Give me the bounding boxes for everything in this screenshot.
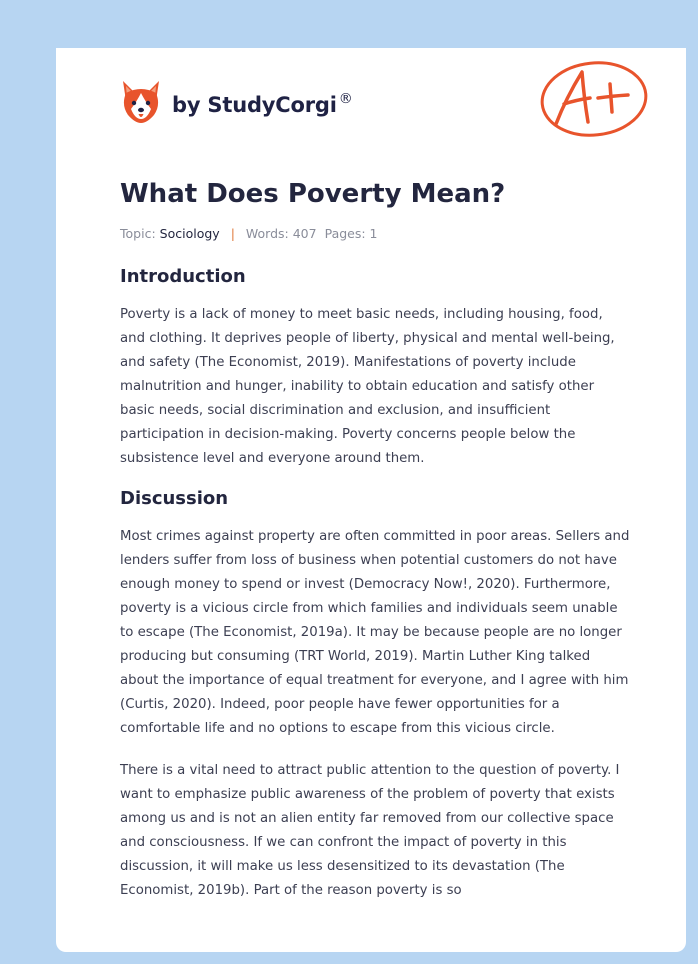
section-heading-introduction: Introduction [120,266,246,287]
meta-separator: | [230,226,235,241]
article [120,176,630,903]
page-title: What Does Poverty Mean? [120,179,506,209]
a-plus-badge-icon [538,58,650,140]
page-count: Pages: 1 [324,226,378,241]
topic-link[interactable]: Sociology [159,226,220,241]
brand-name[interactable] [172,93,353,117]
paragraph-discussion-1: Most crimes against property are often committed in poor areas. Sellers and lenders suffer from loss of business when potential customers do not have enough money to spend or invest (Democracy Now!, 2020). Furthermore, poverty is a vicious circle from which families and individuals seem unable to escape (The Economist, 2019a). It may be because people are no longer producing but consuming (TRT World, 2019). Martin Luther King talked about the importance of equal treatment for everyone, and I agree with him (Curtis, 2020). Indeed, poor people have fewer opportunities for a comfortable life and no options to escape from this vicious circle. [120,529,630,736]
topic-label: Topic: [120,226,156,241]
paragraph-discussion-2: There is a vital need to attract public attention to the question of poverty. I want to emphasize public awareness of the problem of poverty that exists among us and is not an alien entity far removed from our collective space and consciousness. If we can confront the impact of poverty in this discussion, it will make us less desensitized to its devastation (The Economist, 2019b). Part of the reason poverty is so [120,763,620,898]
corgi-logo-icon[interactable] [120,79,162,125]
brand-text: by StudyCorgi [172,93,337,117]
brand-header [120,74,353,130]
section-heading-discussion: Discussion [120,488,229,509]
word-count: Words: 407 [245,226,317,241]
article-meta [120,226,630,241]
document-page [56,48,686,952]
registered-mark: ® [338,91,353,107]
paragraph-introduction: Poverty is a lack of money to meet basic needs, including housing, food, and clothing. It deprives people of liberty, physical and mental well-being, and safety (The Economist, 2019). Manifestations of poverty include malnutrition and hunger, inability to obtain education and satisfy other basic needs, social discrimination and exclusion, and insufficient participation in decision-making. Poverty concerns people below the subsistence level and everyone around them. [120,307,615,466]
